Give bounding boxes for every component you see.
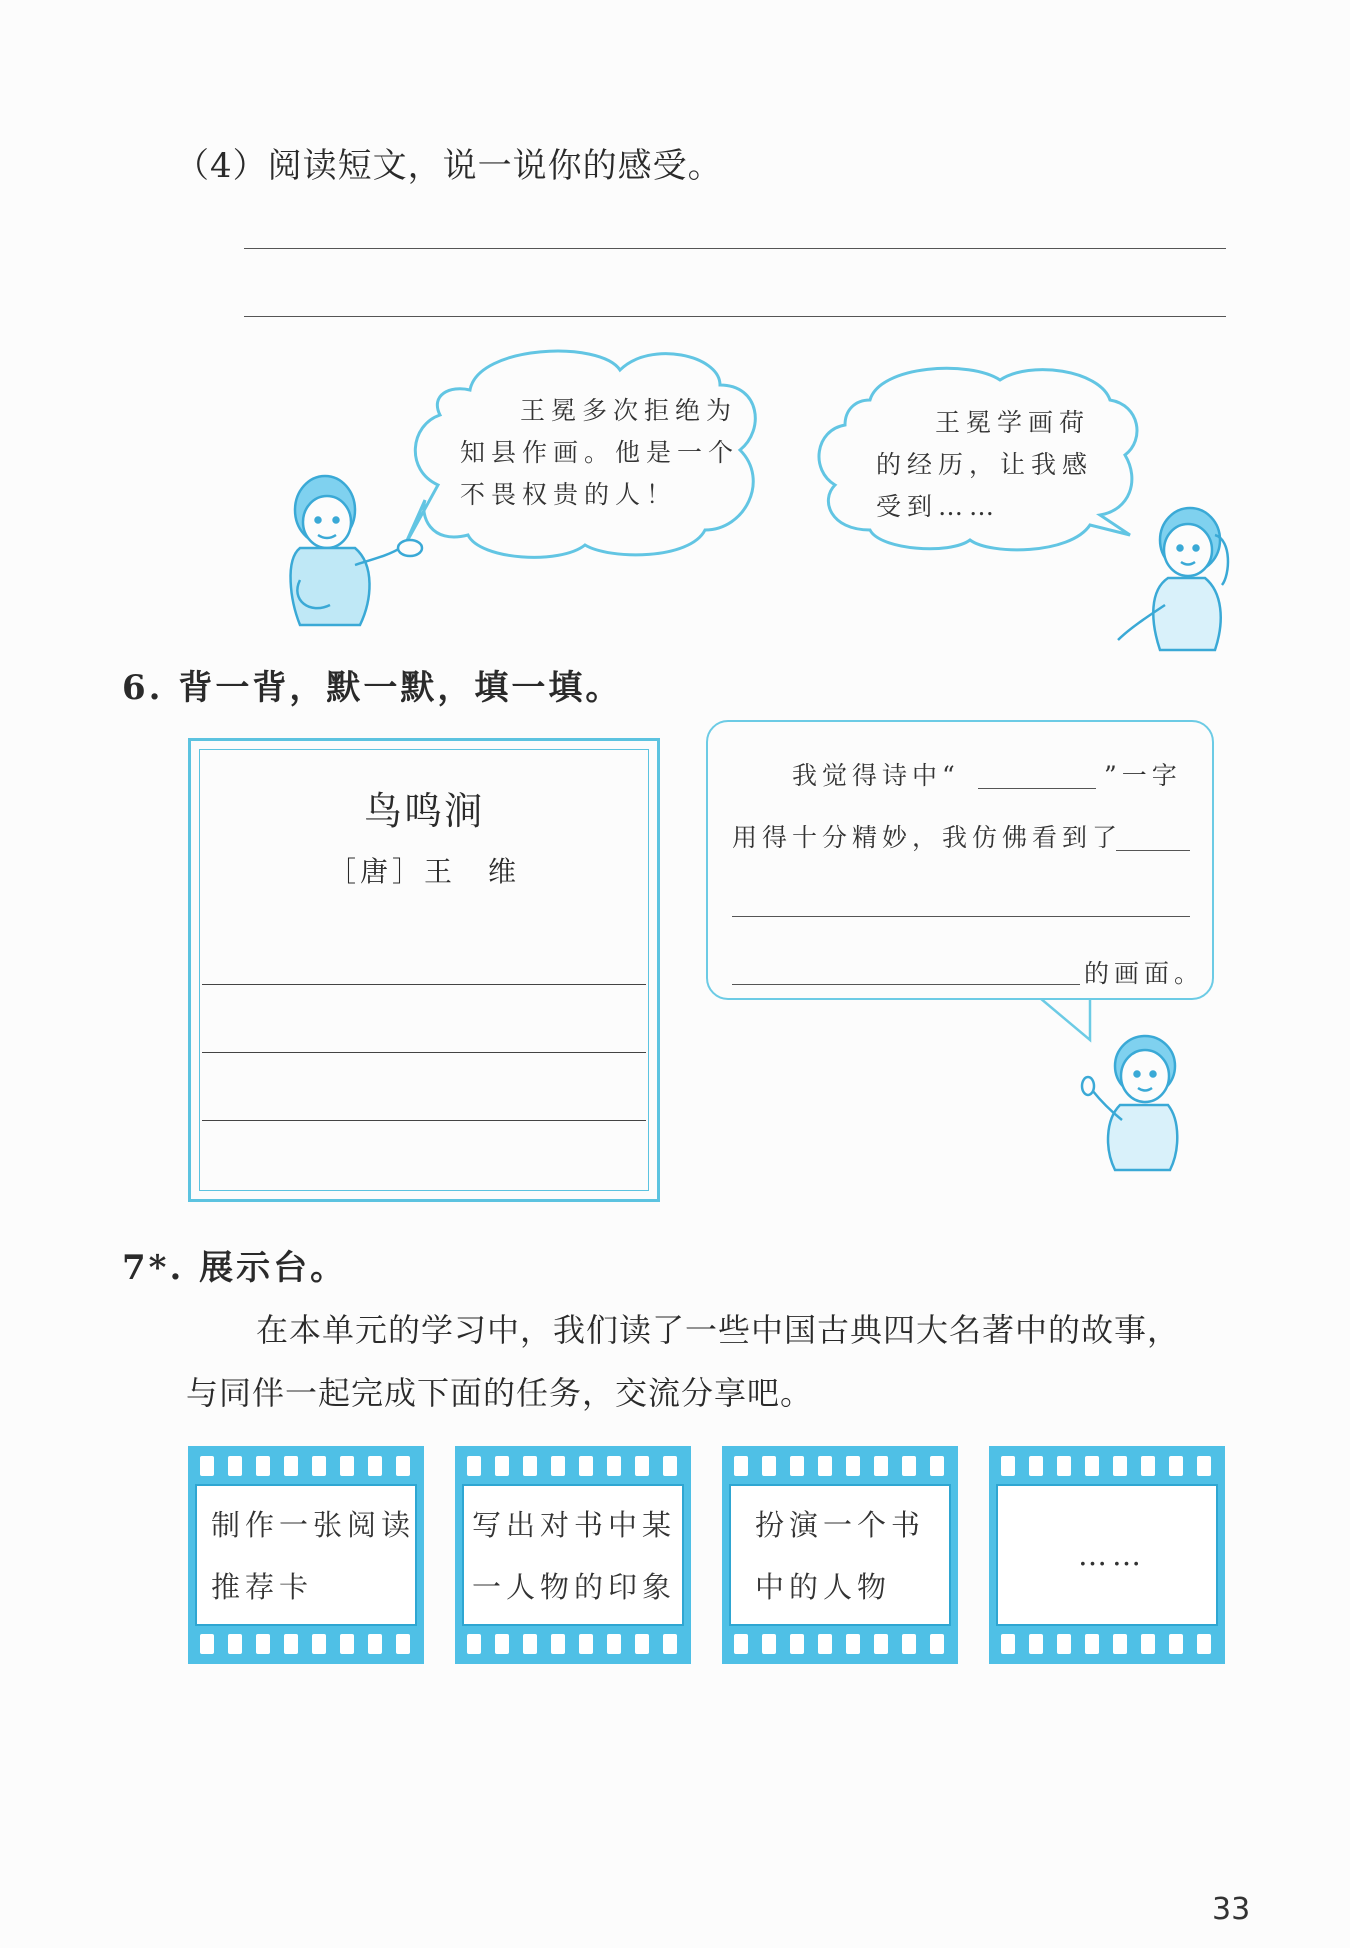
task-card-2[interactable] (455, 1446, 691, 1664)
section-7-paragraph-line-1: 在本单元的学习中，我们读了一些中国古典四大名著中的故事， (256, 1311, 1181, 1349)
task-card-frame (729, 1484, 951, 1626)
fill-in-box (706, 720, 1214, 1000)
section-7-paragraph-line-2: 与同伴一起完成下面的任务，交流分享吧。 (186, 1374, 814, 1412)
task-card-4-ellipsis: …… (1078, 1538, 1146, 1572)
task-card-1-line-2: 推荐卡 (211, 1570, 314, 1604)
page-number: 33 (1212, 1892, 1251, 1927)
poem-box-inner (199, 749, 649, 1191)
poem-write-line[interactable] (202, 1052, 646, 1053)
fill-text-suffix: ”一字 (1104, 761, 1182, 790)
girl-bubble-line-2: 的经历，让我感 (876, 450, 1094, 479)
blank-scene-3[interactable] (732, 984, 1080, 985)
girl-bubble-line-3: 受到…… (876, 492, 1001, 521)
question-4-prompt: （4）阅读短文，说一说你的感受。 (175, 146, 723, 186)
task-card-frame (462, 1484, 684, 1626)
boy-bubble-line-1: 王冕多次拒绝为 (520, 396, 738, 425)
girl-illustration-2 (1082, 1036, 1177, 1170)
fill-text-line-2: 用得十分精妙，我仿佛看到了 (732, 823, 1123, 852)
section-7-heading: 7*. 展示台。 (122, 1248, 348, 1288)
blank-scene-1[interactable] (1116, 850, 1190, 851)
blank-scene-2[interactable] (732, 916, 1190, 917)
blank-character[interactable] (978, 788, 1096, 789)
poem-write-line[interactable] (202, 984, 646, 985)
poem-author: ［唐］王 维 (327, 855, 520, 888)
girl-illustration-1 (1118, 508, 1228, 650)
fill-text-end: 的画面。 (1084, 959, 1205, 988)
girl-bubble-line-1: 王冕学画荷 (935, 408, 1091, 437)
task-card-frame (195, 1484, 417, 1626)
task-card-2-line-2: 一人物的印象 (472, 1570, 677, 1604)
task-card-1[interactable] (188, 1446, 424, 1664)
boy-bubble-line-3: 不畏权贵的人！ (460, 480, 678, 509)
task-card-1-line-1: 制作一张阅读 (211, 1508, 416, 1542)
task-card-2-line-1: 写出对书中某 (472, 1508, 677, 1542)
task-card-4[interactable] (989, 1446, 1225, 1664)
fill-box-tail (1040, 996, 1090, 1040)
fill-text-prefix: 我觉得诗中“ (792, 761, 960, 790)
poem-write-line[interactable] (202, 1120, 646, 1121)
boy-illustration (291, 476, 422, 625)
task-card-frame (996, 1484, 1218, 1626)
task-card-3-line-2: 中的人物 (755, 1570, 892, 1604)
task-card-3[interactable] (722, 1446, 958, 1664)
poem-title: 鸟鸣涧 (363, 789, 484, 833)
poem-box (188, 738, 660, 1202)
section-6-heading: 6. 背一背，默一默，填一填。 (122, 668, 623, 708)
boy-bubble-line-2: 知县作画。他是一个 (460, 438, 740, 467)
task-card-3-line-1: 扮演一个书 (755, 1508, 926, 1542)
